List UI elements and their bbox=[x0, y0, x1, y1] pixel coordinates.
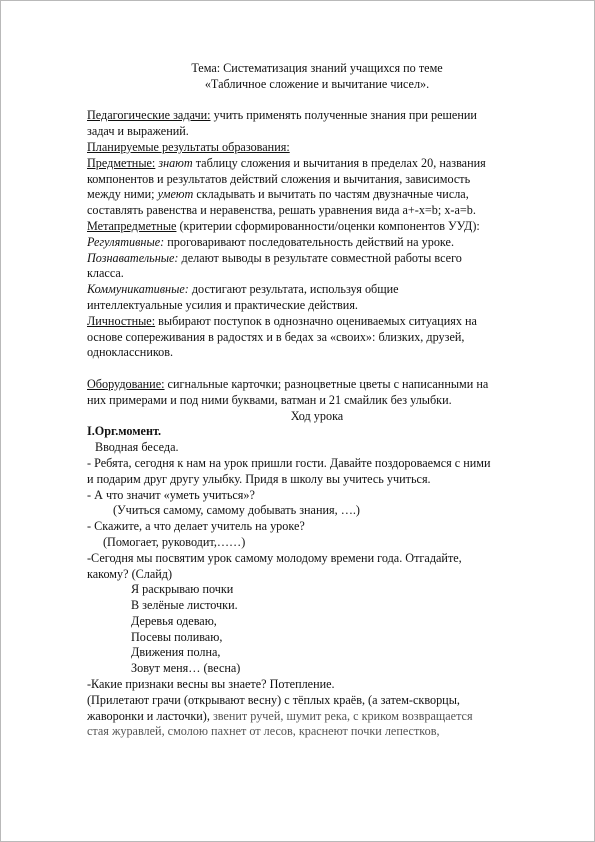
equipment-text: сигнальные карточки; разноцветные цветы с написанными на bbox=[164, 376, 489, 391]
regulative-text: проговаривают последовательность действий на уроке. bbox=[164, 234, 454, 249]
section-org-moment: I.Орг.момент. bbox=[87, 424, 162, 439]
pedagogical-tasks-text: учить применять полученные знания при решении bbox=[210, 108, 477, 123]
dialog-line: какому? (Слайд) bbox=[87, 566, 173, 581]
cognitive-label: Познавательные: bbox=[87, 250, 179, 265]
poem-line: Деревья одеваю, bbox=[131, 613, 217, 628]
lesson-flow-heading: Ход урока bbox=[290, 408, 344, 423]
document-body bbox=[87, 61, 547, 740]
personal-results bbox=[87, 314, 547, 330]
dialog-line: (Прилетают грачи (открывают весну) с тёплых краёв, (а затем-скворцы, bbox=[87, 692, 460, 707]
equipment-label: Оборудование: bbox=[87, 376, 165, 391]
dialog-line: - Скажите, а что делает учитель на уроке? bbox=[87, 519, 305, 534]
dialog-line: -Сегодня мы посвятим урок самому молодому времени года. Отгадайте, bbox=[87, 550, 462, 565]
dialog-line: -Какие признаки весны вы знаете? Потепление. bbox=[87, 677, 335, 692]
personal-text: выбирают поступок в однозначно оцениваемых ситуациях на bbox=[155, 313, 477, 328]
spacer bbox=[87, 361, 547, 377]
cognitive-text: делают выводы в результате совместной работы всего bbox=[178, 250, 462, 265]
poem-line: Посевы поливаю, bbox=[131, 629, 223, 644]
meta-results bbox=[87, 219, 547, 235]
meta-results-text: (критерии сформированности/оценки компонентов УУД): bbox=[176, 218, 480, 233]
lesson-topic-line1: Тема: Систематизация знаний учащихся по теме bbox=[191, 61, 443, 75]
dialog-answer: (Учиться самому, самому добывать знания, ….) bbox=[113, 503, 360, 518]
subject-results-line3b: складывать и вычитать по частям двузначные числа, bbox=[193, 187, 469, 202]
poem-line: Зовут меня… (весна) bbox=[131, 661, 241, 676]
lesson-topic-line2: «Табличное сложение и вычитание чисел». bbox=[204, 76, 430, 91]
communicative-text: достигают результата, используя общие bbox=[188, 282, 399, 297]
equipment bbox=[87, 377, 547, 393]
personal-results-line2: основе сопереживания в радостях и в бедах за «своих»: близких, друзей, bbox=[87, 329, 465, 344]
dialog-line: - Ребята, сегодня к нам на урок пришли гости. Давайте поздороваемся с ними bbox=[87, 455, 491, 470]
subject-results-line3 bbox=[87, 187, 547, 203]
intro-talk: Вводная беседа. bbox=[95, 440, 179, 455]
cognitive-results bbox=[87, 251, 547, 267]
pedagogical-tasks-cont: задач и выражений. bbox=[87, 124, 189, 139]
spacer bbox=[87, 93, 547, 109]
planned-results-heading: Планируемые результаты образования: bbox=[87, 139, 290, 154]
know-word: знают bbox=[158, 155, 193, 170]
dialog-line-start: жаворонки и ласточки), bbox=[87, 708, 213, 723]
subject-results bbox=[87, 156, 547, 172]
pedagogical-tasks-label: Педагогические задачи: bbox=[87, 108, 211, 123]
pedagogical-tasks bbox=[87, 108, 547, 124]
cognitive-results-cont: класса. bbox=[87, 266, 124, 281]
communicative-results bbox=[87, 282, 547, 298]
regulative-label: Регулятивные: bbox=[87, 234, 165, 249]
subject-results-line4: составлять равенства и неравенства, решать уравнения вида а+-х=b; х-а=b. bbox=[87, 203, 476, 218]
subject-results-label: Предметные: bbox=[87, 155, 156, 170]
poem-line: Я раскрываю почки bbox=[131, 582, 234, 597]
dialog-line-grey-cont: стая журавлей, смолою пахнет от лесов, краснеют почки лепестков, bbox=[87, 724, 440, 739]
personal-label: Личностные: bbox=[87, 313, 156, 328]
subject-results-line3a: между ними; bbox=[87, 187, 158, 202]
meta-results-label: Метапредметные bbox=[87, 218, 177, 233]
dialog-answer: (Помогает, руководит,……) bbox=[103, 534, 246, 549]
regulative-results bbox=[87, 235, 547, 251]
subject-results-line2: компонентов и результатов действий сложения и вычитания, зависимость bbox=[87, 171, 471, 186]
communicative-label: Коммуникативные: bbox=[87, 282, 189, 297]
personal-results-line3: одноклассников. bbox=[87, 345, 174, 360]
poem-line: В зелёные листочки. bbox=[131, 598, 238, 613]
can-word: умеют bbox=[157, 187, 194, 202]
poem-line: Движения полна, bbox=[131, 645, 221, 660]
dialog-line: и подарим друг другу улыбку. Придя в школу вы учитесь учиться. bbox=[87, 471, 431, 486]
dialog-line: - А что значит «уметь учиться»? bbox=[87, 487, 255, 502]
communicative-results-cont: интеллектуальные усилия и практические действия. bbox=[87, 297, 358, 312]
equipment-cont: них примерами и под ними буквами, ватман и 21 смайлик без улыбки. bbox=[87, 392, 452, 407]
dialog-line-grey: звенит ручей, шумит река, с криком возвращается bbox=[212, 708, 473, 723]
dialog-line bbox=[87, 709, 547, 725]
subject-results-text: таблицу сложения и вычитания в пределах 20, названия bbox=[192, 155, 486, 170]
